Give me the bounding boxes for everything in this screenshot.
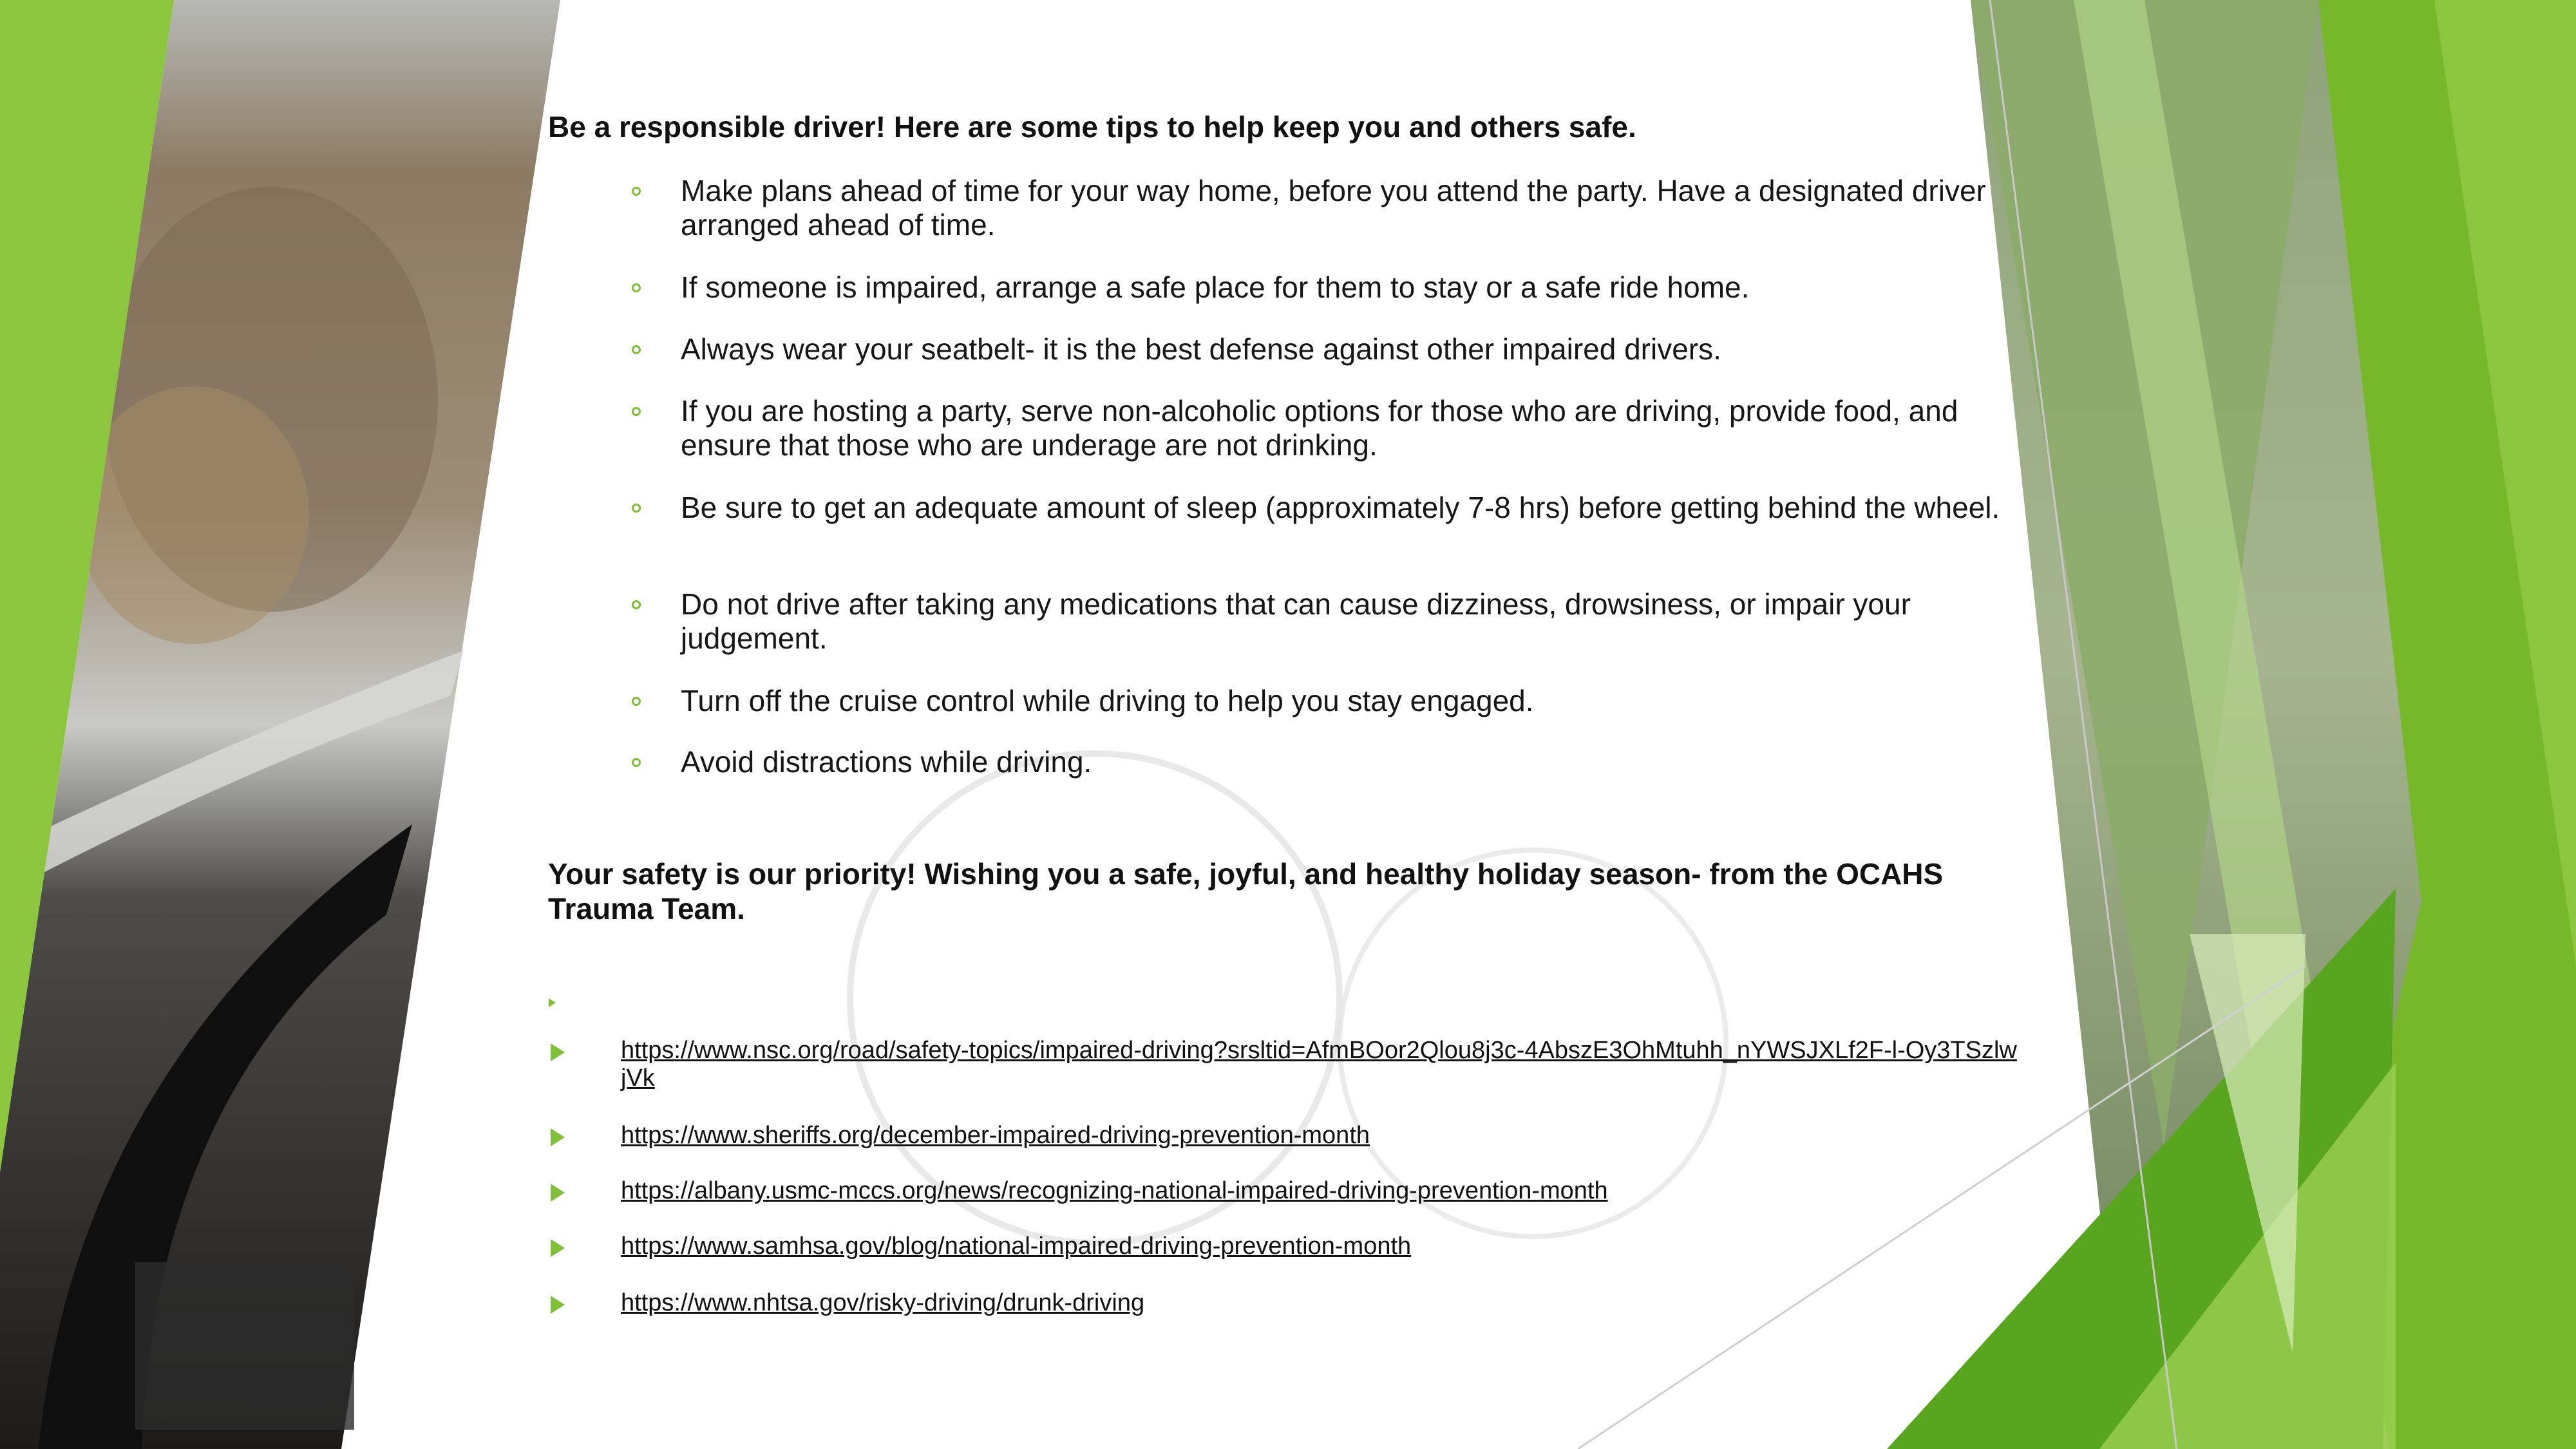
tip-text: Be sure to get an adequate amount of sleep (approximately 7-8 hrs) before getting behind the wheel. xyxy=(681,491,2000,524)
closing-heading: Your safety is our priority! Wishing you a safe, joyful, and healthy holiday season- from the OCAHS Trauma Team. xyxy=(548,857,1944,925)
tip-text: If someone is impaired, arrange a safe place for them to stay or a safe ride home. xyxy=(681,270,1750,304)
circle-bullet-icon xyxy=(632,407,641,416)
circle-bullet-icon xyxy=(632,697,641,706)
tip-text: Always wear your seatbelt- it is the best defense against other impaired drivers. xyxy=(681,332,1721,366)
tip-text: If you are hosting a party, serve non-alcoholic options for those who are driving, provide food, and ensure that those who are underage are not drinking. xyxy=(681,394,1958,462)
circle-bullet-icon xyxy=(632,758,641,767)
arrow-bullet-icon xyxy=(551,1296,565,1314)
reference-link[interactable]: https://www.samhsa.gov/blog/national-impaired-driving-prevention-month xyxy=(621,1233,1412,1260)
reference-link[interactable]: https://www.nhtsa.gov/risky-driving/drunk-driving xyxy=(621,1289,1145,1316)
circle-bullet-icon xyxy=(632,187,641,196)
arrow-bullet-icon xyxy=(551,1184,565,1202)
arrow-bullet-icon xyxy=(551,1128,565,1146)
intro-heading: Be a responsible driver! Here are some tips to help keep you and others safe. xyxy=(548,110,1636,144)
arrow-bullet-icon xyxy=(551,1043,565,1061)
reference-link[interactable]: https://www.sheriffs.org/december-impaired-driving-prevention-month xyxy=(621,1122,1370,1149)
tip-text: Turn off the cruise control while driving to help you stay engaged. xyxy=(681,684,1534,717)
tip-text: Do not drive after taking any medications that can cause dizziness, drowsiness, or impair your judgement. xyxy=(681,587,1911,655)
circle-bullet-icon xyxy=(632,345,641,354)
circle-bullet-icon xyxy=(632,600,641,609)
tip-text: Make plans ahead of time for your way home, before you attend the party. Have a designated driver arranged ahead of time. xyxy=(681,174,1986,242)
reference-link[interactable]: https://albany.usmc-mccs.org/news/recognizing-national-impaired-driving-prevention-month xyxy=(621,1177,1608,1204)
arrow-bullet-icon xyxy=(551,1239,565,1257)
circle-bullet-icon xyxy=(632,504,641,513)
tip-text: Avoid distractions while driving. xyxy=(681,745,1092,779)
reference-link[interactable]: https://www.nsc.org/road/safety-topics/impaired-driving?srsltid=AfmBOor2Qlou8j3c-4AbszE3OhMtuhh_nYWSJXLf2F-l-Oy3TSzlwjVk xyxy=(621,1037,2017,1092)
empty-bullet-icon xyxy=(549,998,556,1007)
circle-bullet-icon xyxy=(632,283,641,292)
